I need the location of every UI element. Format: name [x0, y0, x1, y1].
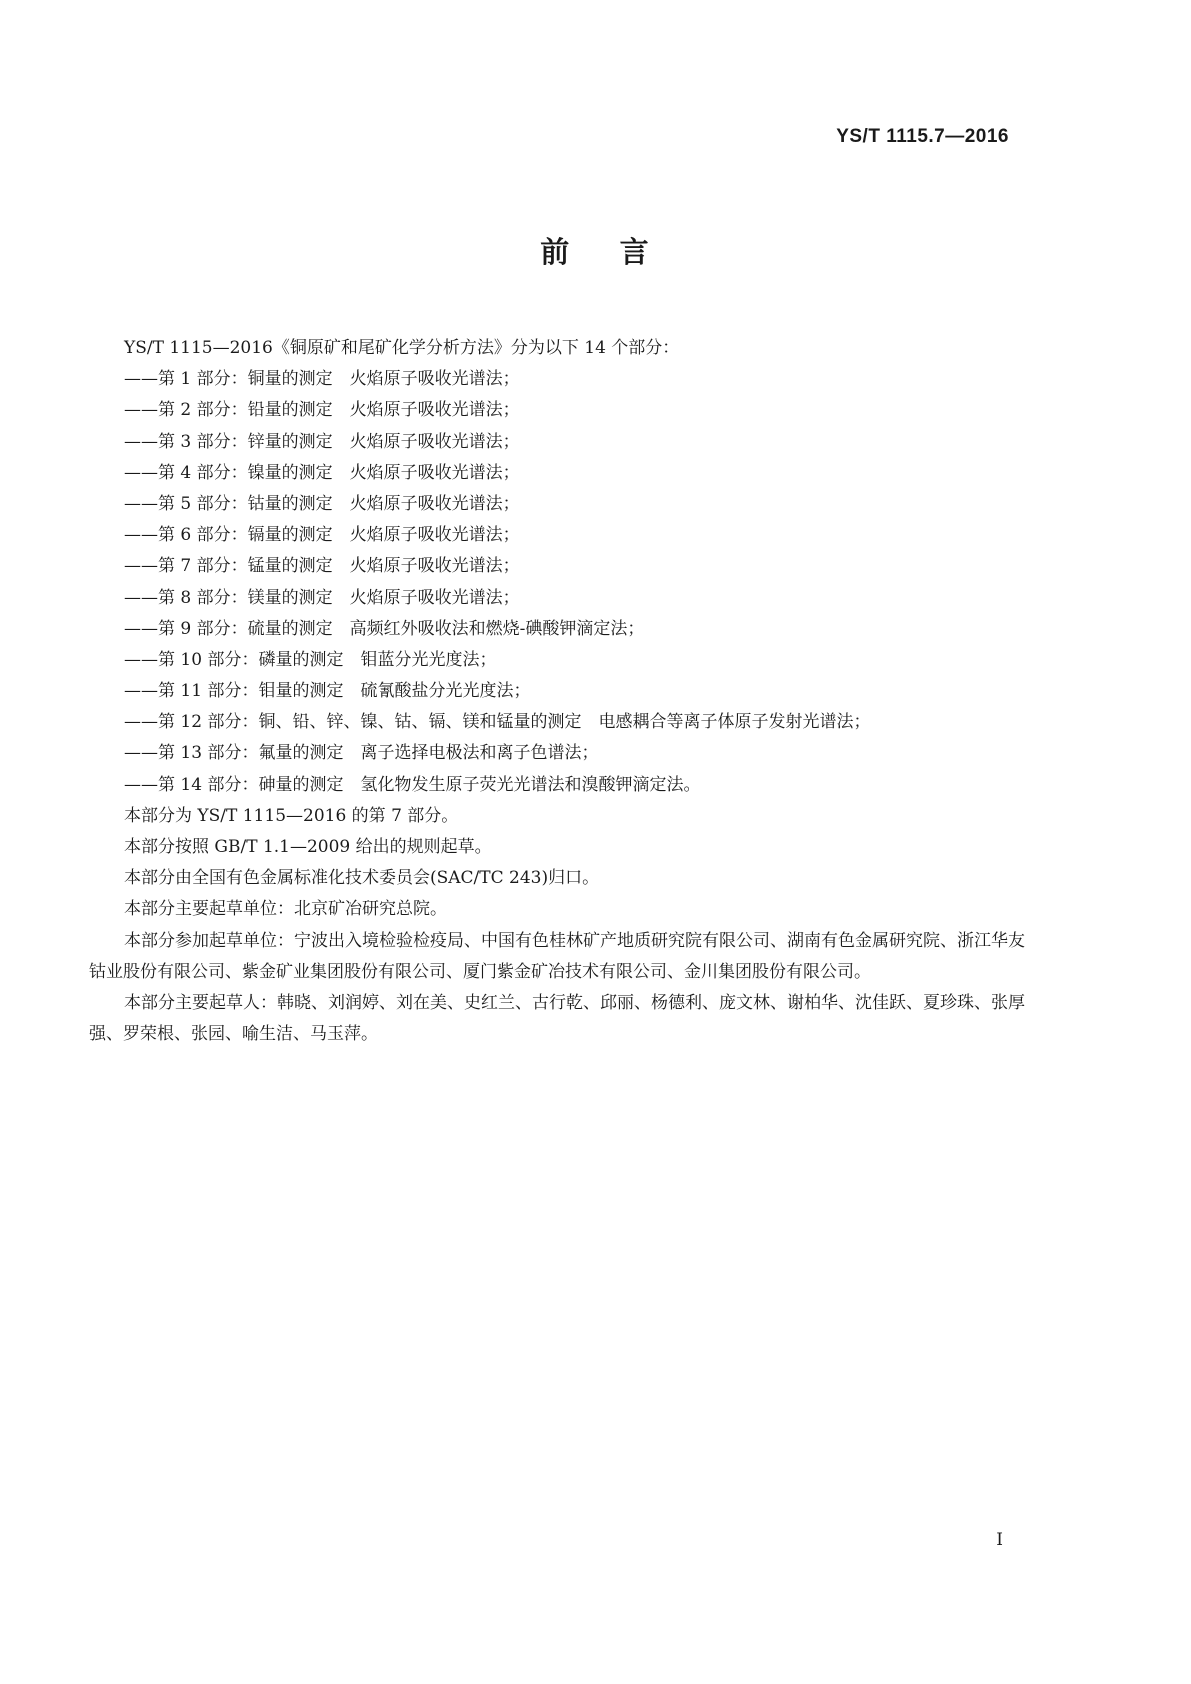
part-item: ——第 12 部分：铜、铅、锌、镍、钴、镉、镁和锰量的测定 电感耦合等离子体原子发射光谱法；: [124, 712, 871, 733]
part-item: ——第 6 部分：镉量的测定 火焰原子吸收光谱法；: [124, 525, 520, 546]
part-item: ——第 9 部分：硫量的测定 高频红外吸收法和燃烧-碘酸钾滴定法；: [124, 618, 645, 639]
page-number: I: [996, 1530, 1003, 1550]
part-item: ——第 5 部分：钴量的测定 火焰原子吸收光谱法；: [124, 493, 520, 514]
standard-code: YS/T 1115.7—2016: [836, 126, 1009, 147]
part-item: ——第 13 部分：氟量的测定 离子选择电极法和离子色谱法；: [124, 743, 599, 764]
part-item: ——第 1 部分：铜量的测定 火焰原子吸收光谱法；: [124, 369, 520, 390]
drafters-paragraph: 本部分主要起草人：韩晓、刘润婷、刘在美、史红兰、古行乾、邱丽、杨德利、庞文林、谢柏华、沈佳跃、夏珍珠、张厚强、罗荣根、张园、喻生洁、马玉萍。: [89, 992, 1025, 1045]
statement-drafting-rules: 本部分按照 GB/T 1.1—2009 给出的规则起草。: [124, 837, 492, 857]
part-item: ——第 8 部分：镁量的测定 火焰原子吸收光谱法；: [124, 587, 520, 608]
part-item: ——第 10 部分：磷量的测定 钼蓝分光光度法；: [124, 649, 497, 670]
statement-part-number: 本部分为 YS/T 1115—2016 的第 7 部分。: [124, 805, 459, 826]
part-item: ——第 2 部分：铅量的测定 火焰原子吸收光谱法；: [124, 400, 520, 421]
part-item: ——第 14 部分：砷量的测定 氢化物发生原子荧光光谱法和溴酸钾滴定法。: [124, 774, 701, 795]
part-item: ——第 3 部分：锌量的测定 火焰原子吸收光谱法；: [124, 431, 520, 452]
part-item: ——第 7 部分：锰量的测定 火焰原子吸收光谱法；: [124, 556, 520, 577]
part-item: ——第 4 部分：镍量的测定 火焰原子吸收光谱法；: [124, 462, 520, 483]
part-item: ——第 11 部分：钼量的测定 硫氰酸盐分光光度法；: [124, 681, 531, 702]
statement-main-unit: 本部分主要起草单位：北京矿冶研究总院。: [124, 899, 447, 920]
statement-committee: 本部分由全国有色金属标准化技术委员会(SAC/TC 243)归口。: [124, 868, 600, 889]
page-title: 前 言: [540, 235, 651, 269]
participating-units-paragraph: 本部分参加起草单位：宁波出入境检验检疫局、中国有色桂林矿产地质研究院有限公司、湖南有色金属研究院、浙江华友钴业股份有限公司、紫金矿业集团股份有限公司、厦门紫金矿冶技术有限公司、金川集团股份有限公司。: [89, 930, 1025, 982]
intro-paragraph: YS/T 1115—2016《铜原矿和尾矿化学分析方法》分为以下 14 个部分：: [124, 338, 680, 358]
foreword-body: [89, 333, 1029, 1050]
